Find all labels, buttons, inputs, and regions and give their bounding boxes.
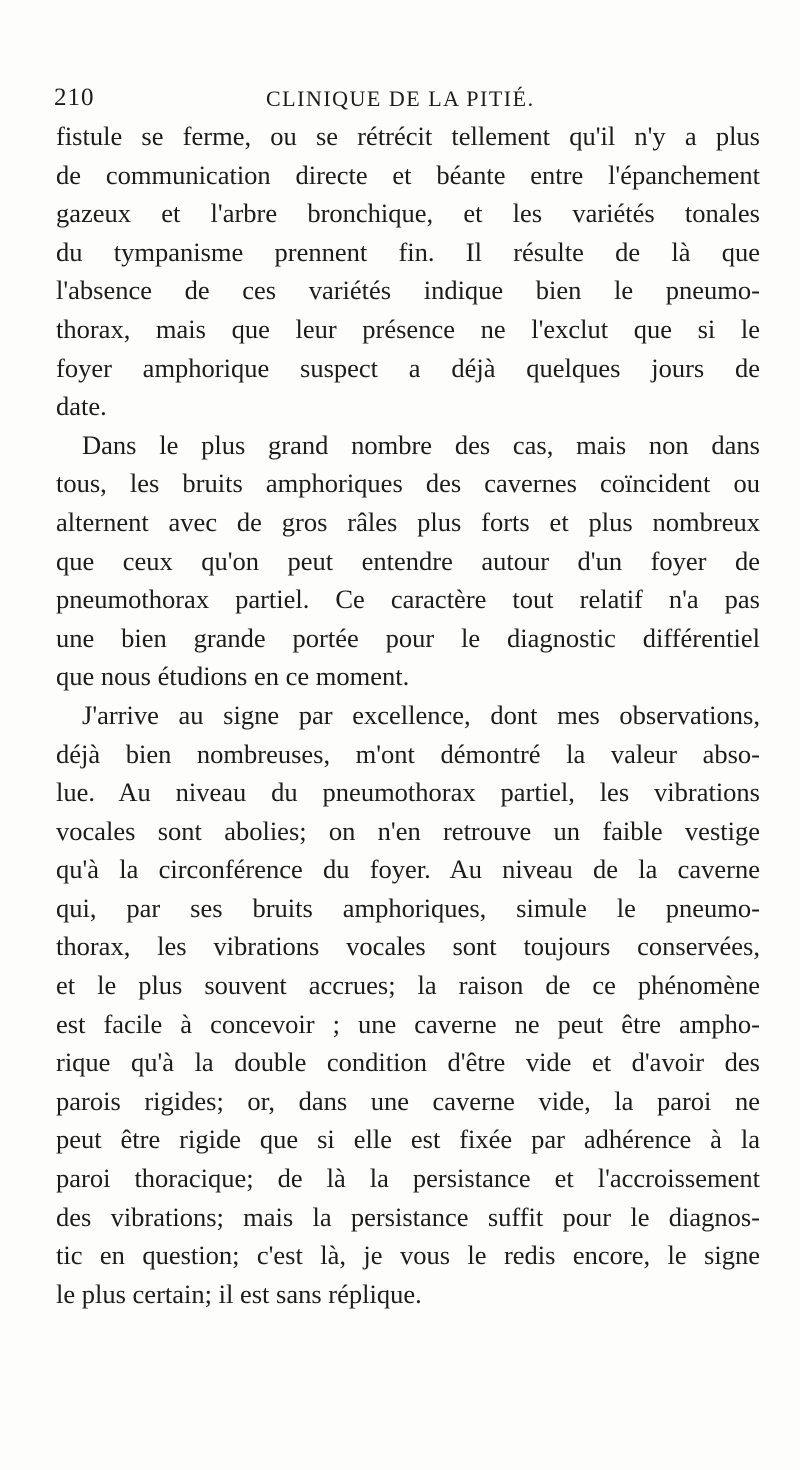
text-line: le plus certain; il est sans réplique.: [56, 1278, 422, 1309]
text-line: tic en question; c'est là, je vous le redis encore, le signe: [56, 1240, 760, 1271]
text-line: lue. Au niveau du pneumothorax partiel, les vibrations: [56, 777, 760, 808]
text-line: tous, les bruits amphoriques des cavernes coïncident ou: [56, 468, 760, 499]
text-line: peut être rigide que si elle est fixée par adhérence à la: [56, 1124, 760, 1155]
paragraph-2: [56, 426, 760, 696]
text-line: qu'à la circonférence du foyer. Au niveau de la caverne: [56, 854, 760, 885]
text-line: que nous étudions en ce moment.: [56, 661, 410, 692]
text-line: déjà bien nombreuses, m'ont démontré la valeur abso-: [56, 738, 760, 769]
paragraph-1: [56, 117, 760, 426]
text-line: thorax, mais que leur présence ne l'exclut que si le: [56, 313, 760, 344]
text-line: de communication directe et béante entre l'épanchement: [56, 159, 760, 190]
text-line: parois rigides; or, dans une caverne vide, la paroi ne: [56, 1085, 760, 1116]
text-line: que ceux qu'on peut entendre autour d'un foyer de: [56, 545, 760, 576]
paragraph-3: [56, 696, 760, 1314]
text-line: gazeux et l'arbre bronchique, et les variétés tonales: [56, 198, 760, 229]
text-line: J'arrive au signe par excellence, dont mes observations,: [82, 699, 760, 730]
text-line: des vibrations; mais la persistance suffit pour le diagnos-: [56, 1201, 760, 1232]
text-line: rique qu'à la double condition d'être vide et d'avoir des: [56, 1047, 760, 1078]
text-line: pneumothorax partiel. Ce caractère tout relatif n'a pas: [56, 584, 760, 615]
text-line: paroi thoracique; de là la persistance et l'accroissement: [56, 1163, 760, 1194]
text-line: Dans le plus grand nombre des cas, mais non dans: [82, 429, 760, 460]
text-line: thorax, les vibrations vocales sont toujours conservées,: [56, 931, 760, 962]
running-title: CLINIQUE DE LA PITIÉ.: [266, 86, 535, 111]
running-head: [54, 84, 754, 114]
text-line: est facile à concevoir ; une caverne ne peut être ampho-: [56, 1008, 760, 1039]
text-line: l'absence de ces variétés indique bien le pneumo-: [56, 275, 760, 306]
text-line: qui, par ses bruits amphoriques, simule le pneumo-: [56, 892, 760, 923]
text-line: une bien grande portée pour le diagnostic différentiel: [56, 622, 760, 653]
text-line: foyer amphorique suspect a déjà quelques jours de: [56, 352, 760, 383]
body-text: [56, 117, 760, 1313]
text-line: et le plus souvent accrues; la raison de ce phénomène: [56, 970, 760, 1001]
page-number: 210: [54, 84, 95, 111]
text-line: du tympanisme prennent fin. Il résulte de là que: [56, 236, 760, 267]
text-line: alternent avec de gros râles plus forts et plus nombreux: [56, 506, 760, 537]
text-line: fistule se ferme, ou se rétrécit tellement qu'il n'y a plus: [56, 121, 760, 151]
text-line: date.: [56, 391, 107, 422]
text-line: vocales sont abolies; on n'en retrouve un faible vestige: [56, 815, 760, 846]
